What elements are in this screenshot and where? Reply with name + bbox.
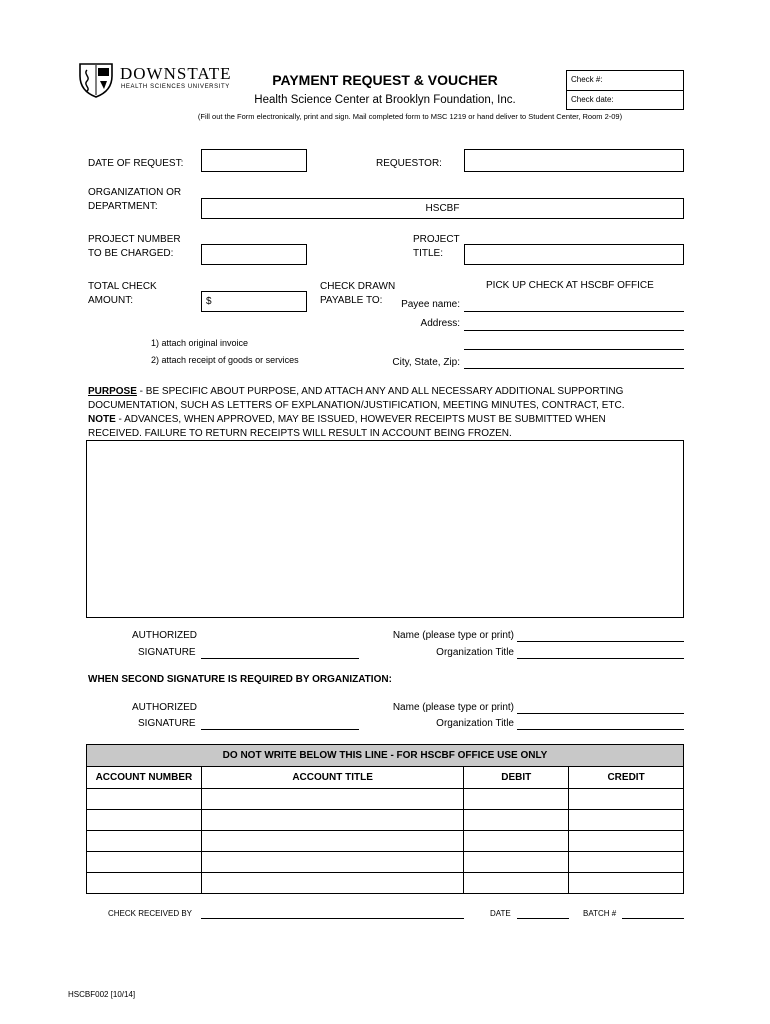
name-label-2: Name (please type or print) bbox=[392, 702, 514, 713]
address-line-2[interactable] bbox=[464, 349, 684, 350]
project-title-label-line2: TITLE: bbox=[413, 248, 444, 259]
table-cell[interactable] bbox=[464, 831, 569, 852]
check-box bbox=[566, 70, 684, 110]
instructions: (Fill out the Form electronically, print and sign. Mail completed form to MSC 1219 or hand deliver to Student Center, Room 2-09) bbox=[197, 112, 623, 121]
title-label-2: Organization Title bbox=[436, 718, 514, 729]
table-cell[interactable] bbox=[569, 831, 684, 852]
batch-label: BATCH # bbox=[583, 909, 617, 918]
note-text-line2: RECEIVED. FAILURE TO RETURN RECEIPTS WILL RESULT IN ACCOUNT BEING FROZEN. bbox=[88, 428, 512, 439]
table-row bbox=[87, 789, 684, 810]
office-use-banner: DO NOT WRITE BELOW THIS LINE - FOR HSCBF OFFICE USE ONLY bbox=[87, 745, 684, 767]
table-cell[interactable] bbox=[201, 810, 464, 831]
total-check-label bbox=[88, 280, 157, 308]
authorized-label-1: AUTHORIZED bbox=[132, 630, 197, 641]
logo bbox=[78, 62, 238, 98]
table-cell[interactable] bbox=[569, 789, 684, 810]
purpose-text-line1: - BE SPECIFIC ABOUT PURPOSE, AND ATTACH ANY AND ALL NECESSARY ADDITIONAL SUPPORTING bbox=[136, 386, 624, 397]
check-received-label: CHECK RECEIVED BY bbox=[108, 909, 193, 918]
table-cell[interactable] bbox=[569, 852, 684, 873]
title-line-2[interactable] bbox=[517, 729, 684, 730]
col-account-number: ACCOUNT NUMBER bbox=[87, 767, 202, 789]
attach-instruction-1: 1) attach original invoice bbox=[151, 338, 249, 348]
project-number-label-line2: TO BE CHARGED: bbox=[88, 248, 174, 259]
table-row bbox=[87, 873, 684, 894]
note-text-line1: - ADVANCES, WHEN APPROVED, MAY BE ISSUED, HOWEVER RECEIPTS MUST BE SUBMITTED WHEN bbox=[115, 414, 606, 425]
note-label: NOTE bbox=[88, 414, 116, 425]
table-cell[interactable] bbox=[87, 810, 202, 831]
requestor-field[interactable] bbox=[464, 149, 684, 172]
address-line[interactable] bbox=[464, 330, 684, 331]
table-cell[interactable] bbox=[87, 831, 202, 852]
total-check-label-line1: TOTAL CHECK bbox=[88, 281, 157, 292]
requestor-label: REQUESTOR: bbox=[376, 158, 442, 169]
form-id: HSCBF002 [10/14] bbox=[68, 990, 136, 999]
payable-label-line2: PAYABLE TO: bbox=[320, 295, 383, 306]
logo-subname: HEALTH SCIENCES UNIVERSITY bbox=[121, 84, 230, 90]
table-cell[interactable] bbox=[201, 831, 464, 852]
date-label: DATE bbox=[490, 909, 511, 918]
table-cell[interactable] bbox=[87, 852, 202, 873]
signature-label-1: SIGNATURE bbox=[138, 647, 196, 658]
organization-label-line1: ORGANIZATION OR bbox=[88, 187, 182, 198]
city-state-zip-line[interactable] bbox=[464, 368, 684, 369]
currency-prefix: $ bbox=[206, 296, 212, 307]
second-signature-heading: WHEN SECOND SIGNATURE IS REQUIRED BY ORGANIZATION: bbox=[88, 674, 392, 685]
table-cell[interactable] bbox=[87, 789, 202, 810]
signature-line-1[interactable] bbox=[201, 658, 359, 659]
title-label-1: Organization Title bbox=[436, 647, 514, 658]
purpose-label: PURPOSE bbox=[88, 386, 137, 397]
purpose-text bbox=[88, 385, 625, 441]
project-title-label bbox=[413, 233, 460, 261]
project-title-field[interactable] bbox=[464, 244, 684, 265]
date-line[interactable] bbox=[517, 918, 569, 919]
check-date-field[interactable] bbox=[567, 91, 683, 110]
payable-label-line1: CHECK DRAWN bbox=[320, 281, 396, 292]
organization-value: HSCBF bbox=[425, 203, 460, 214]
check-date-label: Check date: bbox=[571, 95, 614, 104]
name-label-1: Name (please type or print) bbox=[392, 630, 514, 641]
date-of-request-label: DATE OF REQUEST: bbox=[88, 158, 184, 169]
table-row bbox=[87, 810, 684, 831]
pickup-label: PICK UP CHECK AT HSCBF OFFICE bbox=[486, 280, 654, 291]
table-cell[interactable] bbox=[464, 852, 569, 873]
table-cell[interactable] bbox=[569, 810, 684, 831]
col-account-title: ACCOUNT TITLE bbox=[201, 767, 464, 789]
total-check-label-line2: AMOUNT: bbox=[88, 295, 133, 306]
check-number-field[interactable] bbox=[567, 71, 683, 91]
city-state-zip-label: City, State, Zip: bbox=[392, 357, 460, 368]
date-of-request-field[interactable] bbox=[201, 149, 307, 172]
purpose-text-line2: DOCUMENTATION, SUCH AS LETTERS OF EXPLANATION/JUSTIFICATION, MEETING MINUTES, CONTRACT, ETC. bbox=[88, 400, 625, 411]
page-subtitle: Health Science Center at Brooklyn Foundation, Inc. bbox=[254, 94, 516, 106]
project-number-field[interactable] bbox=[201, 244, 307, 265]
table-row bbox=[87, 831, 684, 852]
check-received-line[interactable] bbox=[201, 918, 464, 919]
attach-instruction-2: 2) attach receipt of goods or services bbox=[151, 355, 299, 365]
signature-label-2: SIGNATURE bbox=[138, 718, 196, 729]
table-cell[interactable] bbox=[201, 852, 464, 873]
office-use-table bbox=[86, 744, 684, 894]
table-cell[interactable] bbox=[464, 873, 569, 894]
organization-label-line2: DEPARTMENT: bbox=[88, 201, 158, 212]
table-cell[interactable] bbox=[464, 810, 569, 831]
table-cell[interactable] bbox=[464, 789, 569, 810]
organization-label bbox=[88, 186, 181, 214]
page-title: PAYMENT REQUEST & VOUCHER bbox=[272, 72, 498, 88]
col-debit: DEBIT bbox=[464, 767, 569, 789]
office-use-header-row bbox=[87, 767, 684, 789]
table-cell[interactable] bbox=[569, 873, 684, 894]
address-label: Address: bbox=[420, 318, 460, 329]
col-credit: CREDIT bbox=[569, 767, 684, 789]
table-row bbox=[87, 852, 684, 873]
project-number-label bbox=[88, 233, 181, 261]
organization-field[interactable] bbox=[201, 198, 684, 219]
name-line-2[interactable] bbox=[517, 713, 684, 714]
office-use-banner-row bbox=[87, 745, 684, 767]
check-number-label: Check #: bbox=[571, 75, 603, 84]
signature-line-2[interactable] bbox=[201, 729, 359, 730]
table-cell[interactable] bbox=[201, 873, 464, 894]
table-cell[interactable] bbox=[87, 873, 202, 894]
project-title-label-line1: PROJECT bbox=[413, 234, 460, 245]
title-line-1[interactable] bbox=[517, 658, 684, 659]
authorized-label-2: AUTHORIZED bbox=[132, 702, 197, 713]
downstate-seal-icon bbox=[78, 62, 114, 98]
total-check-field[interactable] bbox=[201, 291, 307, 312]
logo-name: DOWNSTATE bbox=[120, 64, 232, 83]
payee-line[interactable] bbox=[464, 311, 684, 312]
batch-line[interactable] bbox=[622, 918, 684, 919]
table-cell[interactable] bbox=[201, 789, 464, 810]
purpose-textarea[interactable] bbox=[86, 440, 684, 618]
name-line-1[interactable] bbox=[517, 641, 684, 642]
payee-label: Payee name: bbox=[401, 299, 460, 310]
project-number-label-line1: PROJECT NUMBER bbox=[88, 234, 181, 245]
